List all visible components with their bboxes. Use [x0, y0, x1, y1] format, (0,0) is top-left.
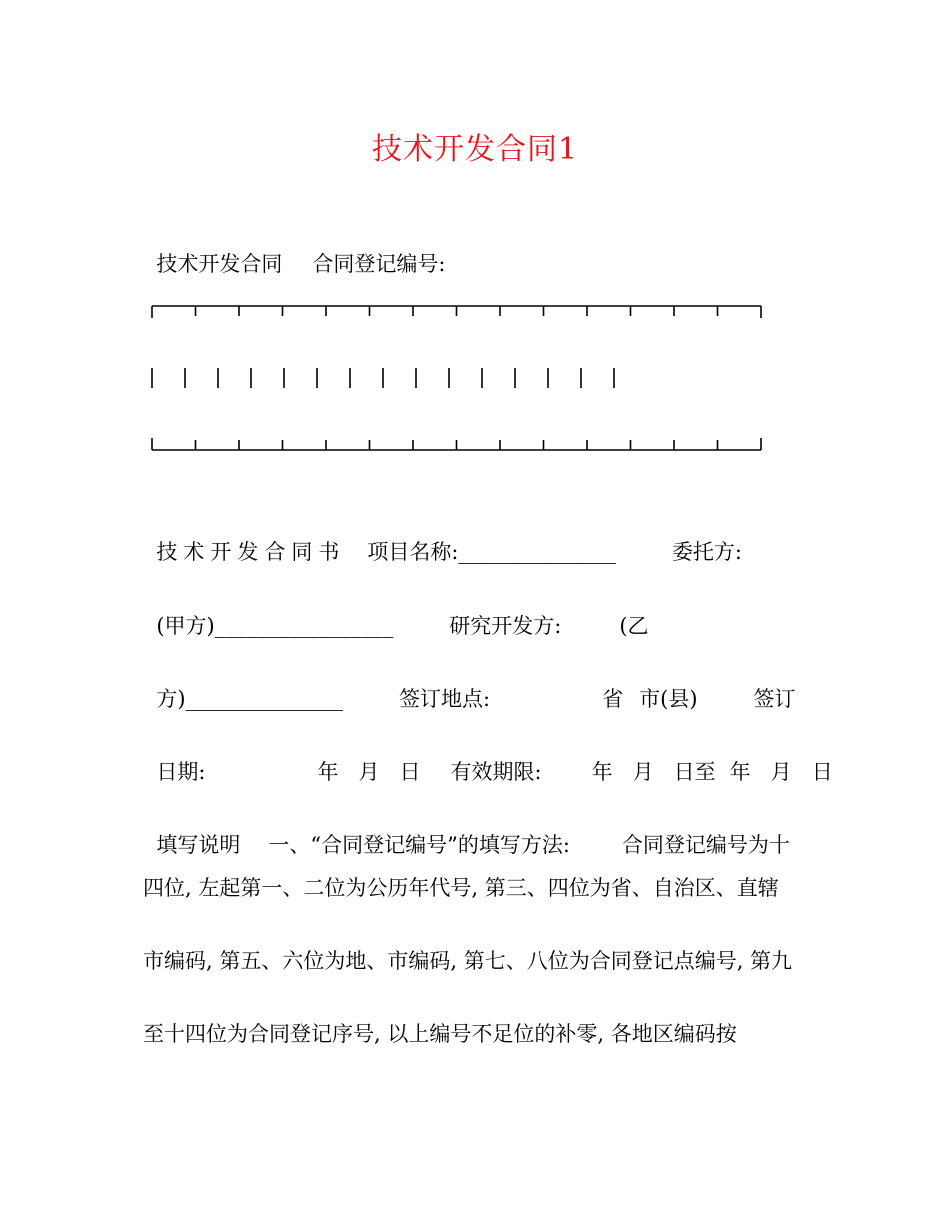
cover-line-1 [143, 507, 742, 567]
client-label: 委托方: [671, 540, 743, 564]
document-title: 技术开发合同1 [371, 132, 579, 167]
instructions-heading: 填写说明 [156, 833, 241, 857]
instruction-item-1-start: 合同登记编号为十 [621, 833, 790, 857]
developer-label: 研究开发方: [449, 614, 562, 638]
validity-to: 年 月 日 [729, 760, 833, 784]
province-label: 省 [602, 687, 624, 711]
project-name-field: 项目名称:_______________ [367, 540, 616, 564]
city-county-label: 市(县) [639, 687, 698, 711]
header-line [143, 219, 445, 279]
registration-number-grid [150, 300, 766, 456]
instruction-item-1-title: 一、“合同登记编号”的填写方法: [268, 833, 570, 857]
contract-name: 技术开发合同 [156, 252, 283, 276]
cover-line-2 [143, 581, 649, 641]
instruction-text-line: 至十四位为合同登记序号, 以上编号不足位的补零, 各地区编码按 [143, 1022, 737, 1046]
signing-label: 签订 [753, 687, 796, 711]
validity-from: 年 月 日至 [591, 760, 716, 784]
date-label: 日期: [156, 760, 206, 784]
party-b-field: 方)_______________ [156, 687, 344, 711]
registration-number-label: 合同登记编号: [312, 252, 446, 276]
cover-line-4 [143, 727, 833, 787]
instruction-text-line: 四位, 左起第一、二位为公历年代号, 第三、四位为省、自治区、直辖 [143, 876, 779, 900]
signing-date-ymd: 年 月 日 [317, 760, 421, 784]
instruction-text-line: 市编码, 第五、六位为地、市编码, 第七、八位为合同登记点编号, 第九 [143, 949, 793, 973]
party-a-field: (甲方)_________________ [156, 614, 394, 638]
instructions-line-1 [143, 800, 790, 860]
signing-place-label: 签订地点: [399, 687, 491, 711]
contract-book-label: 技术开发合同书 [156, 540, 346, 564]
cover-line-3 [143, 654, 796, 714]
validity-label: 有效期限: [450, 760, 542, 784]
party-b-open: (乙 [619, 614, 649, 638]
